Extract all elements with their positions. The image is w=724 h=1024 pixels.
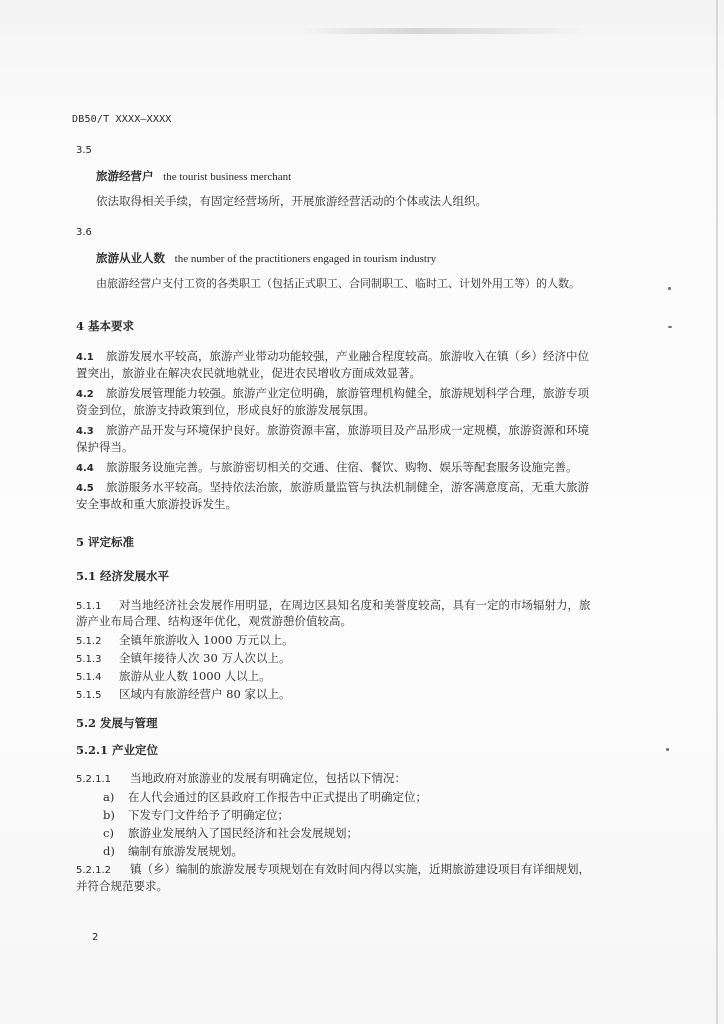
subsection-heading: 5.1 经济发展水平 [76, 569, 170, 583]
clause-number: 5.2.1.1 [76, 774, 111, 785]
clause-line: 全镇年旅游收入 1000 万元以上。 [119, 633, 294, 647]
clause-line: 并符合规范要求。 [76, 879, 168, 893]
list-item: 编制有旅游发展规划。 [128, 844, 243, 858]
term-definition: 由旅游经营户支付工资的各类职工（包括正式职工、合同制职工、临时工、计划外用工等）的人数。 [96, 277, 580, 290]
term-en: the tourist business merchant [163, 171, 292, 183]
clause-line: 对当地经济社会发展作用明显，在周边区县知名度和美誉度较高，具有一定的市场辐射力，旅 [119, 598, 591, 612]
clause-line: 当地政府对旅游业的发展有明确定位，包括以下情况： [130, 771, 406, 785]
clause-number: 5.1.4 [76, 672, 102, 683]
clause-line: 保护得当。 [76, 440, 134, 454]
clause-line: 旅游服务设施完善。与旅游密切相关的交通、住宿、餐饮、购物、娱乐等配套服务设施完善。 [106, 460, 578, 474]
term-title [96, 168, 291, 186]
page-number: 2 [92, 932, 99, 943]
clause-line: 旅游产品开发与环境保护良好。旅游资源丰富，旅游项目及产品形成一定规模，旅游资源和环境 [106, 423, 589, 437]
list-label: c) [103, 826, 114, 840]
clause-number: 4.3 [76, 426, 94, 437]
clause-line: 镇（乡）编制的旅游发展专项规划在有效时间内得以实施，近期旅游建设项目有详细规划， [130, 862, 590, 876]
subsection-heading: 5.2.1 产业定位 [76, 743, 159, 757]
clause-line: 区域内有旅游经营户 80 家以上。 [119, 687, 291, 701]
list-label: d) [103, 844, 115, 858]
clause-number: 4.1 [76, 352, 94, 363]
clause-line: 置突出，旅游业在解决农民就地就业，促进农民增收方面成效显著。 [76, 366, 421, 380]
clause-line: 游产业布局合理、结构逐年优化，观赏游憩价值较高。 [76, 614, 352, 628]
clause-number: 5.1.5 [76, 690, 102, 701]
term-definition: 依法取得相关手续，有固定经营场所，开展旅游经营活动的个体或法人组织。 [96, 194, 487, 208]
term-zh: 旅游从业人数 [96, 251, 165, 265]
term-number: 3.6 [76, 227, 92, 238]
list-label: a) [103, 790, 115, 804]
clause-number: 4.2 [76, 389, 94, 400]
section-heading: 4 基本要求 [76, 319, 135, 333]
term-title [96, 250, 436, 268]
term-number: 3.5 [76, 145, 92, 156]
clause-line: 旅游服务水平较高。坚持依法治旅，旅游质量监管与执法机制健全，游客满意度高，无重大旅游 [106, 480, 589, 494]
clause-line: 资金到位，旅游支持政策到位，形成良好的旅游发展氛围。 [76, 403, 375, 417]
clause-number: 5.1.2 [76, 636, 102, 647]
clause-number: 5.1.3 [76, 654, 102, 665]
clause-line: 全镇年接待人次 30 万人次以上。 [119, 651, 291, 665]
subsection-heading: 5.2 发展与管理 [76, 716, 158, 730]
clause-line: 旅游从业人数 1000 人以上。 [119, 669, 271, 683]
list-item: 在人代会通过的区县政府工作报告中正式提出了明确定位； [128, 790, 427, 804]
term-en: the number of the practitioners engaged in tourism industry [174, 253, 437, 265]
clause-line: 旅游发展水平较高，旅游产业带动功能较强，产业融合程度较高。旅游收入在镇（乡）经济中位 [106, 349, 589, 363]
clause-number: 4.5 [76, 483, 94, 494]
clause-number: 5.2.1.2 [76, 865, 111, 876]
document-code: DB50/T XXXX—XXXX [72, 114, 172, 125]
list-label: b) [103, 808, 115, 822]
clause-line: 旅游发展管理能力较强。旅游产业定位明确，旅游管理机构健全，旅游规划科学合理，旅游专项 [106, 386, 589, 400]
term-zh: 旅游经营户 [96, 169, 154, 183]
list-item: 旅游业发展纳入了国民经济和社会发展规划； [128, 826, 358, 840]
clause-number: 4.4 [76, 463, 94, 474]
section-heading: 5 评定标准 [76, 535, 135, 549]
clause-line: 安全事故和重大旅游投诉发生。 [76, 497, 237, 511]
list-item: 下发专门文件给予了明确定位； [128, 808, 289, 822]
clause-number: 5.1.1 [76, 601, 102, 612]
